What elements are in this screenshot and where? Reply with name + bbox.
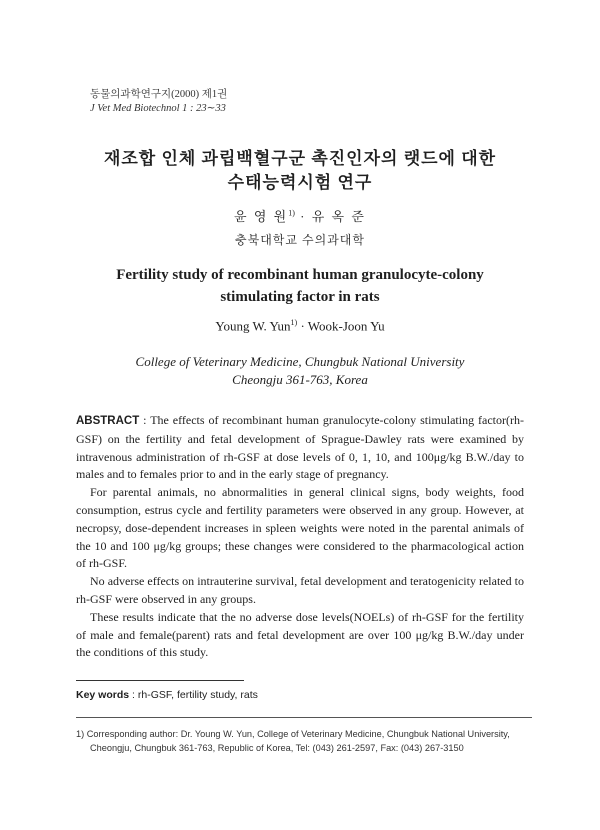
korean-title — [60, 147, 540, 195]
english-affiliation-line-2: Cheongju 361-763, Korea — [232, 372, 368, 387]
abstract-paragraph-1-text: : The effects of recombinant human granulocyte-colony stimulating factor(rh-GSF) on the fertility and fetal development of Sprague-Dawley rats were examined by intravenous administration of rh-GSF at dose levels of 0, 1, 10, and 100μg/kg B.W./day to males and to females prior to and in the early stage of pregnancy. — [76, 413, 524, 482]
footnote — [76, 727, 536, 755]
abstract — [76, 412, 524, 662]
footnote-line-2: Cheongju, Chungbuk 361-763, Republic of Korea, Tel: (043) 261-2597, Fax: (043) 267-3150 — [90, 743, 464, 753]
abstract-paragraph-3: No adverse effects on intrauterine survival, fetal development and teratogenicity related to rh-GSF were observed in any groups. — [76, 574, 524, 606]
english-author-1: Young W. Yun — [215, 318, 291, 334]
keywords-divider — [76, 680, 244, 681]
keywords-text: : rh-GSF, fertility study, rats — [129, 689, 258, 701]
korean-author-1: 윤 영 원 — [234, 209, 289, 224]
abstract-paragraph-4: These results indicate that the no adverse dose levels(NOELs) of rh-GSF for the fertility of male and female(parent) rats and fetal development are over 100 μg/kg B.W./day under the conditions of this study. — [76, 609, 524, 660]
abstract-paragraph-1 — [76, 412, 524, 484]
english-authors — [0, 318, 600, 334]
english-title — [60, 264, 540, 308]
abstract-label: ABSTRACT — [76, 415, 140, 427]
english-title-line-2: stimulating factor in rats — [220, 289, 380, 305]
korean-affiliation: 충북대학교 수의과대학 — [235, 233, 365, 247]
english-author-2: Wook-Joon Yu — [307, 318, 385, 334]
english-affiliation-line-1: College of Veterinary Medicine, Chungbuk National University — [135, 354, 465, 369]
keywords-label: Key words — [76, 689, 130, 701]
korean-author-1-footnote-mark: 1) — [288, 208, 295, 218]
footnote-line-1: 1) Corresponding author: Dr. Young W. Yun, College of Veterinary Medicine, Chungbuk National University, — [76, 729, 510, 739]
journal-name-korean: 동물의과학연구지(2000) 제1권 — [90, 89, 228, 100]
footnote-divider — [76, 717, 532, 718]
journal-info — [90, 88, 227, 116]
english-affiliation — [0, 353, 600, 389]
korean-author-2: 유 옥 준 — [311, 209, 366, 224]
english-author-1-footnote-mark: 1) — [290, 318, 298, 327]
korean-title-line-2: 수태능력시험 연구 — [227, 173, 373, 192]
english-author-separator: · — [300, 318, 305, 334]
korean-author-separator: · — [300, 209, 307, 224]
keywords — [76, 689, 258, 701]
abstract-paragraph-2: For parental animals, no abnormalities in general clinical signs, body weights, food consumption, estrus cycle and fertility parameters were observed in any group. However, at necropsy, dose-dependent increases in spleen weights were noted in the parental animals of the 10 and 100 μg/kg groups; these changes were considered to the pharmacological action of rh-GSF. — [76, 485, 524, 571]
korean-authors — [0, 206, 600, 225]
journal-name-english: J Vet Med Biotechnol 1 : 23∼33 — [90, 103, 226, 114]
english-title-line-1: Fertility study of recombinant human granulocyte-colony — [116, 267, 484, 283]
korean-title-line-1: 재조합 인체 과립백혈구군 촉진인자의 랫드에 대한 — [103, 149, 497, 168]
